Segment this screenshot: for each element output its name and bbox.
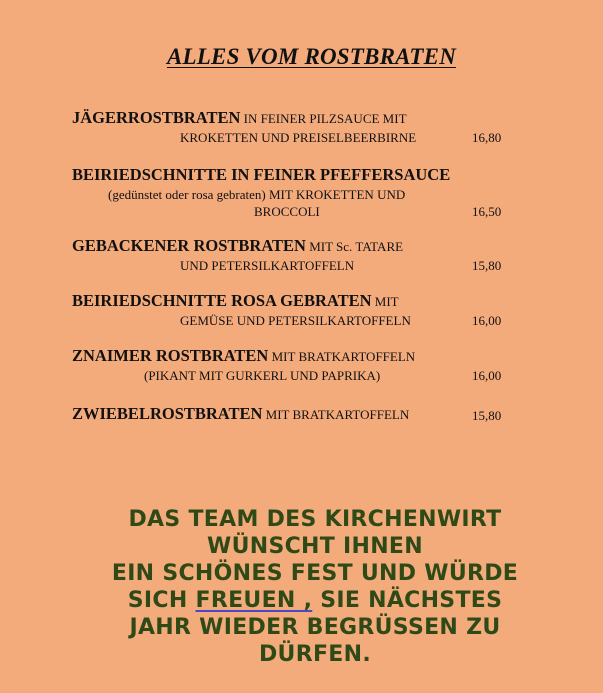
menu-item-detail: GEMÜSE UND PETERSILKARTOFFELN	[180, 313, 411, 328]
menu-item-beiriedschnitte-pfeffersauce	[72, 165, 512, 220]
menu-item-znaimer-rostbraten	[72, 346, 512, 384]
menu-item-description: MIT	[371, 294, 399, 309]
menu-item-detail-line	[72, 257, 512, 274]
menu-item-heading	[72, 165, 512, 186]
greeting-line: WÜNSCHT IHNEN	[207, 534, 423, 559]
menu-item-price: 16,50	[472, 204, 502, 219]
menu-item-detail-line	[72, 186, 512, 203]
menu-item-detail: (PIKANT MIT GURKERL UND PAPRIKA)	[144, 368, 381, 383]
menu-item-price: 16,80	[472, 130, 502, 145]
menu-item-price: 15,80	[472, 258, 502, 273]
menu-item-name: BEIRIEDSCHNITTE IN FEINER PFEFFERSAUCE	[72, 165, 451, 184]
menu-item-name: JÄGERROSTBRATEN	[72, 108, 241, 127]
menu-item-detail: (gedünstet oder rosa gebraten) MIT KROKETTEN UND	[108, 187, 406, 202]
menu-item-heading	[72, 404, 512, 425]
greeting-text: SIE NÄCHSTES	[312, 588, 503, 613]
greeting-underlined-word: FREUEN ,	[195, 588, 313, 613]
menu-item-gebackener-rostbraten	[72, 236, 512, 274]
menu-item-detail: UND PETERSILKARTOFFELN	[180, 258, 355, 273]
greeting-line: DÜRFEN.	[259, 642, 371, 667]
menu-item-price: 16,00	[472, 313, 502, 328]
menu-item-description: MIT BRATKARTOFFELN	[262, 407, 410, 422]
menu-item-heading	[72, 108, 512, 129]
menu-item-detail-line	[72, 367, 512, 384]
menu-item-heading	[72, 291, 512, 312]
menu-item-description: IN FEINER PILZSAUCE MIT	[240, 111, 407, 126]
greeting-text: SICH	[127, 588, 196, 613]
greeting-line	[90, 587, 540, 614]
menu-item-detail-line	[72, 129, 512, 146]
menu-item-jaegerrostbraten	[72, 108, 512, 146]
menu-item-price: 16,00	[472, 368, 502, 383]
menu-item-detail: KROKETTEN UND PREISELBEERBIRNE	[180, 130, 417, 145]
menu-item-detail-line	[72, 203, 512, 220]
menu-item-description: MIT BRATKARTOFFELN	[268, 349, 416, 364]
menu-item-detail: BROCCOLI	[254, 204, 320, 219]
greeting-line: EIN SCHÖNES FEST UND WÜRDE	[111, 561, 519, 586]
menu-item-name: ZNAIMER ROSTBRATEN	[72, 346, 269, 365]
menu-item-heading	[72, 346, 512, 367]
menu-item-zwiebelrostbraten	[72, 404, 512, 425]
greeting-line: DAS TEAM DES KIRCHENWIRT	[128, 507, 502, 532]
menu-item-heading	[72, 236, 512, 257]
menu-item-detail-line	[72, 312, 512, 329]
menu-item-beiriedschnitte-rosa	[72, 291, 512, 329]
holiday-greeting	[90, 506, 540, 668]
menu-item-name: ZWIEBELROSTBRATEN	[72, 404, 263, 423]
page-title: ALLES VOM ROSTBRATEN	[166, 44, 457, 69]
greeting-line: JAHR WIEDER BEGRÜSSEN ZU	[129, 615, 501, 640]
menu-item-name: BEIRIEDSCHNITTE ROSA GEBRATEN	[72, 291, 372, 310]
menu-item-price: 15,80	[472, 408, 502, 423]
menu-item-name: GEBACKENER ROSTBRATEN	[72, 236, 306, 255]
menu-item-description: MIT Sc. TATARE	[305, 239, 404, 254]
